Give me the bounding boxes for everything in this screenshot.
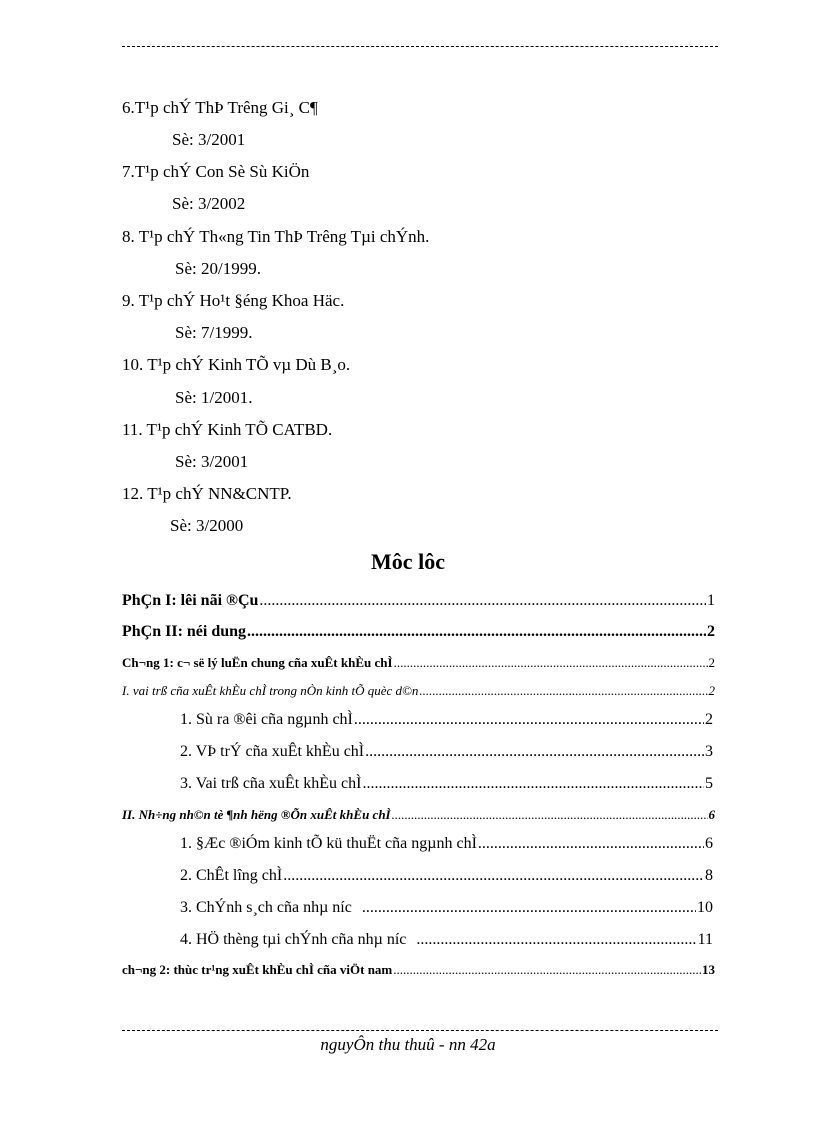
header-rule: [122, 46, 718, 47]
toc-leader: [394, 655, 708, 671]
toc-entry-page: 10: [697, 899, 713, 916]
page-footer: nguyÔn thu thuû - nn 42a: [320, 1035, 496, 1054]
toc-entry-label: 3. ChÝnh s¸ch cña nhµ níc: [180, 899, 352, 916]
toc-leader: [478, 835, 704, 853]
toc-entry-page: 5: [705, 775, 713, 792]
toc-entry[interactable]: [122, 655, 715, 671]
toc-entry-label: 1. §Æc ®iÓm kinh tÕ kü thuËt cña ngµnh chÌ: [180, 835, 477, 852]
reference-title: 8. T¹p chÝ Th«ng Tin ThÞ Trêng Tµi chÝnh.: [122, 227, 430, 246]
toc-entry-page: 2: [708, 683, 715, 698]
toc-entry[interactable]: [122, 623, 715, 641]
toc-entry[interactable]: [180, 899, 713, 917]
reference-issue: Sè: 3/2001: [172, 130, 246, 149]
toc-entry-label: I. vai trß cña xuÊt khÈu chÌ trong nÒn kinh tÕ quèc d©n: [122, 683, 419, 698]
toc-entry[interactable]: [122, 962, 715, 978]
toc-entry-page: 6: [708, 807, 715, 822]
toc-leader: [247, 623, 706, 641]
toc-entry-label: 2. VÞ trÝ cña xuÊt khÈu chÌ: [180, 743, 365, 760]
toc-entry[interactable]: [122, 683, 715, 699]
toc-leader: [392, 807, 708, 823]
toc-leader: [365, 743, 704, 761]
toc-entry[interactable]: [180, 711, 713, 729]
toc-leader: [393, 962, 701, 978]
toc-entry-label: ch¬ng 2: thùc tr¹ng xuÊt khÈu chÌ cña viÖt nam: [122, 962, 393, 977]
reference-issue: Sè: 7/1999.: [175, 323, 253, 342]
toc-entry-page: 2: [708, 655, 715, 670]
toc-entry-label: Ch¬ng 1: c¬ së lý luËn chung cña xuÊt khÈu chÌ: [122, 655, 393, 670]
toc-entry[interactable]: [180, 743, 713, 761]
reference-title: 11. T¹p chÝ Kinh TÕ CATBD.: [122, 420, 333, 439]
toc-entry[interactable]: [180, 775, 713, 793]
toc-leader: [259, 592, 706, 610]
toc-entry[interactable]: [122, 592, 715, 610]
reference-title: 6.T¹p chÝ ThÞ Trêng Gi¸ C¶: [122, 98, 318, 117]
reference-issue: Sè: 1/2001.: [175, 388, 253, 407]
toc-entry[interactable]: [180, 835, 713, 853]
toc-entry[interactable]: [180, 867, 713, 885]
reference-title: 12. T¹p chÝ NN&CNTP.: [122, 484, 292, 503]
toc-entry-label: 2. ChÊt lîng chÌ: [180, 867, 283, 884]
toc-leader: [362, 775, 704, 793]
toc-entry-page: 6: [705, 835, 713, 852]
toc-leader: [419, 683, 707, 699]
toc-title: Môc lôc: [371, 549, 445, 574]
toc-entry-label: 3. Vai trß cña xuÊt khÈu chÌ: [180, 775, 362, 792]
reference-title: 9. T¹p chÝ Ho¹t §éng Khoa Häc.: [122, 291, 345, 310]
toc-entry-page: 11: [697, 931, 713, 948]
toc-entry[interactable]: [180, 931, 713, 949]
reference-issue: Sè: 3/2001: [175, 452, 249, 471]
footer-rule: [122, 1030, 718, 1031]
reference-issue: Sè: 3/2000: [170, 516, 244, 535]
toc-leader: [416, 931, 696, 949]
reference-issue: Sè: 20/1999.: [175, 259, 261, 278]
toc-entry-page: 2: [707, 623, 715, 640]
toc-entry-page: 13: [702, 962, 715, 977]
toc-entry-label: 4. HÖ thèng tµi chÝnh cña nhµ níc: [180, 931, 407, 948]
toc-entry-label: 1. Sù ra ®êi cña ngµnh chÌ: [180, 711, 353, 728]
toc-entry-page: 3: [705, 743, 713, 760]
reference-title: 7.T¹p chÝ Con Sè Sù KiÖn: [122, 162, 310, 181]
reference-title: 10. T¹p chÝ Kinh TÕ vµ Dù B¸o.: [122, 355, 351, 374]
toc-leader: [362, 899, 696, 917]
reference-issue: Sè: 3/2002: [172, 194, 246, 213]
toc-entry-page: 1: [707, 592, 715, 609]
toc-entry[interactable]: [122, 807, 715, 823]
toc-entry-page: 2: [705, 711, 713, 728]
toc-leader: [354, 711, 704, 729]
toc-entry-page: 8: [705, 867, 713, 884]
toc-entry-label: PhÇn I: lêi nãi ®Çu: [122, 592, 259, 609]
toc-entry-label: II. Nh÷ng nh©n tè ¶nh hëng ®Õn xuÊt khÈu chÌ: [122, 807, 391, 822]
toc-entry-label: PhÇn II: néi dung: [122, 623, 247, 640]
toc-leader: [283, 867, 704, 885]
